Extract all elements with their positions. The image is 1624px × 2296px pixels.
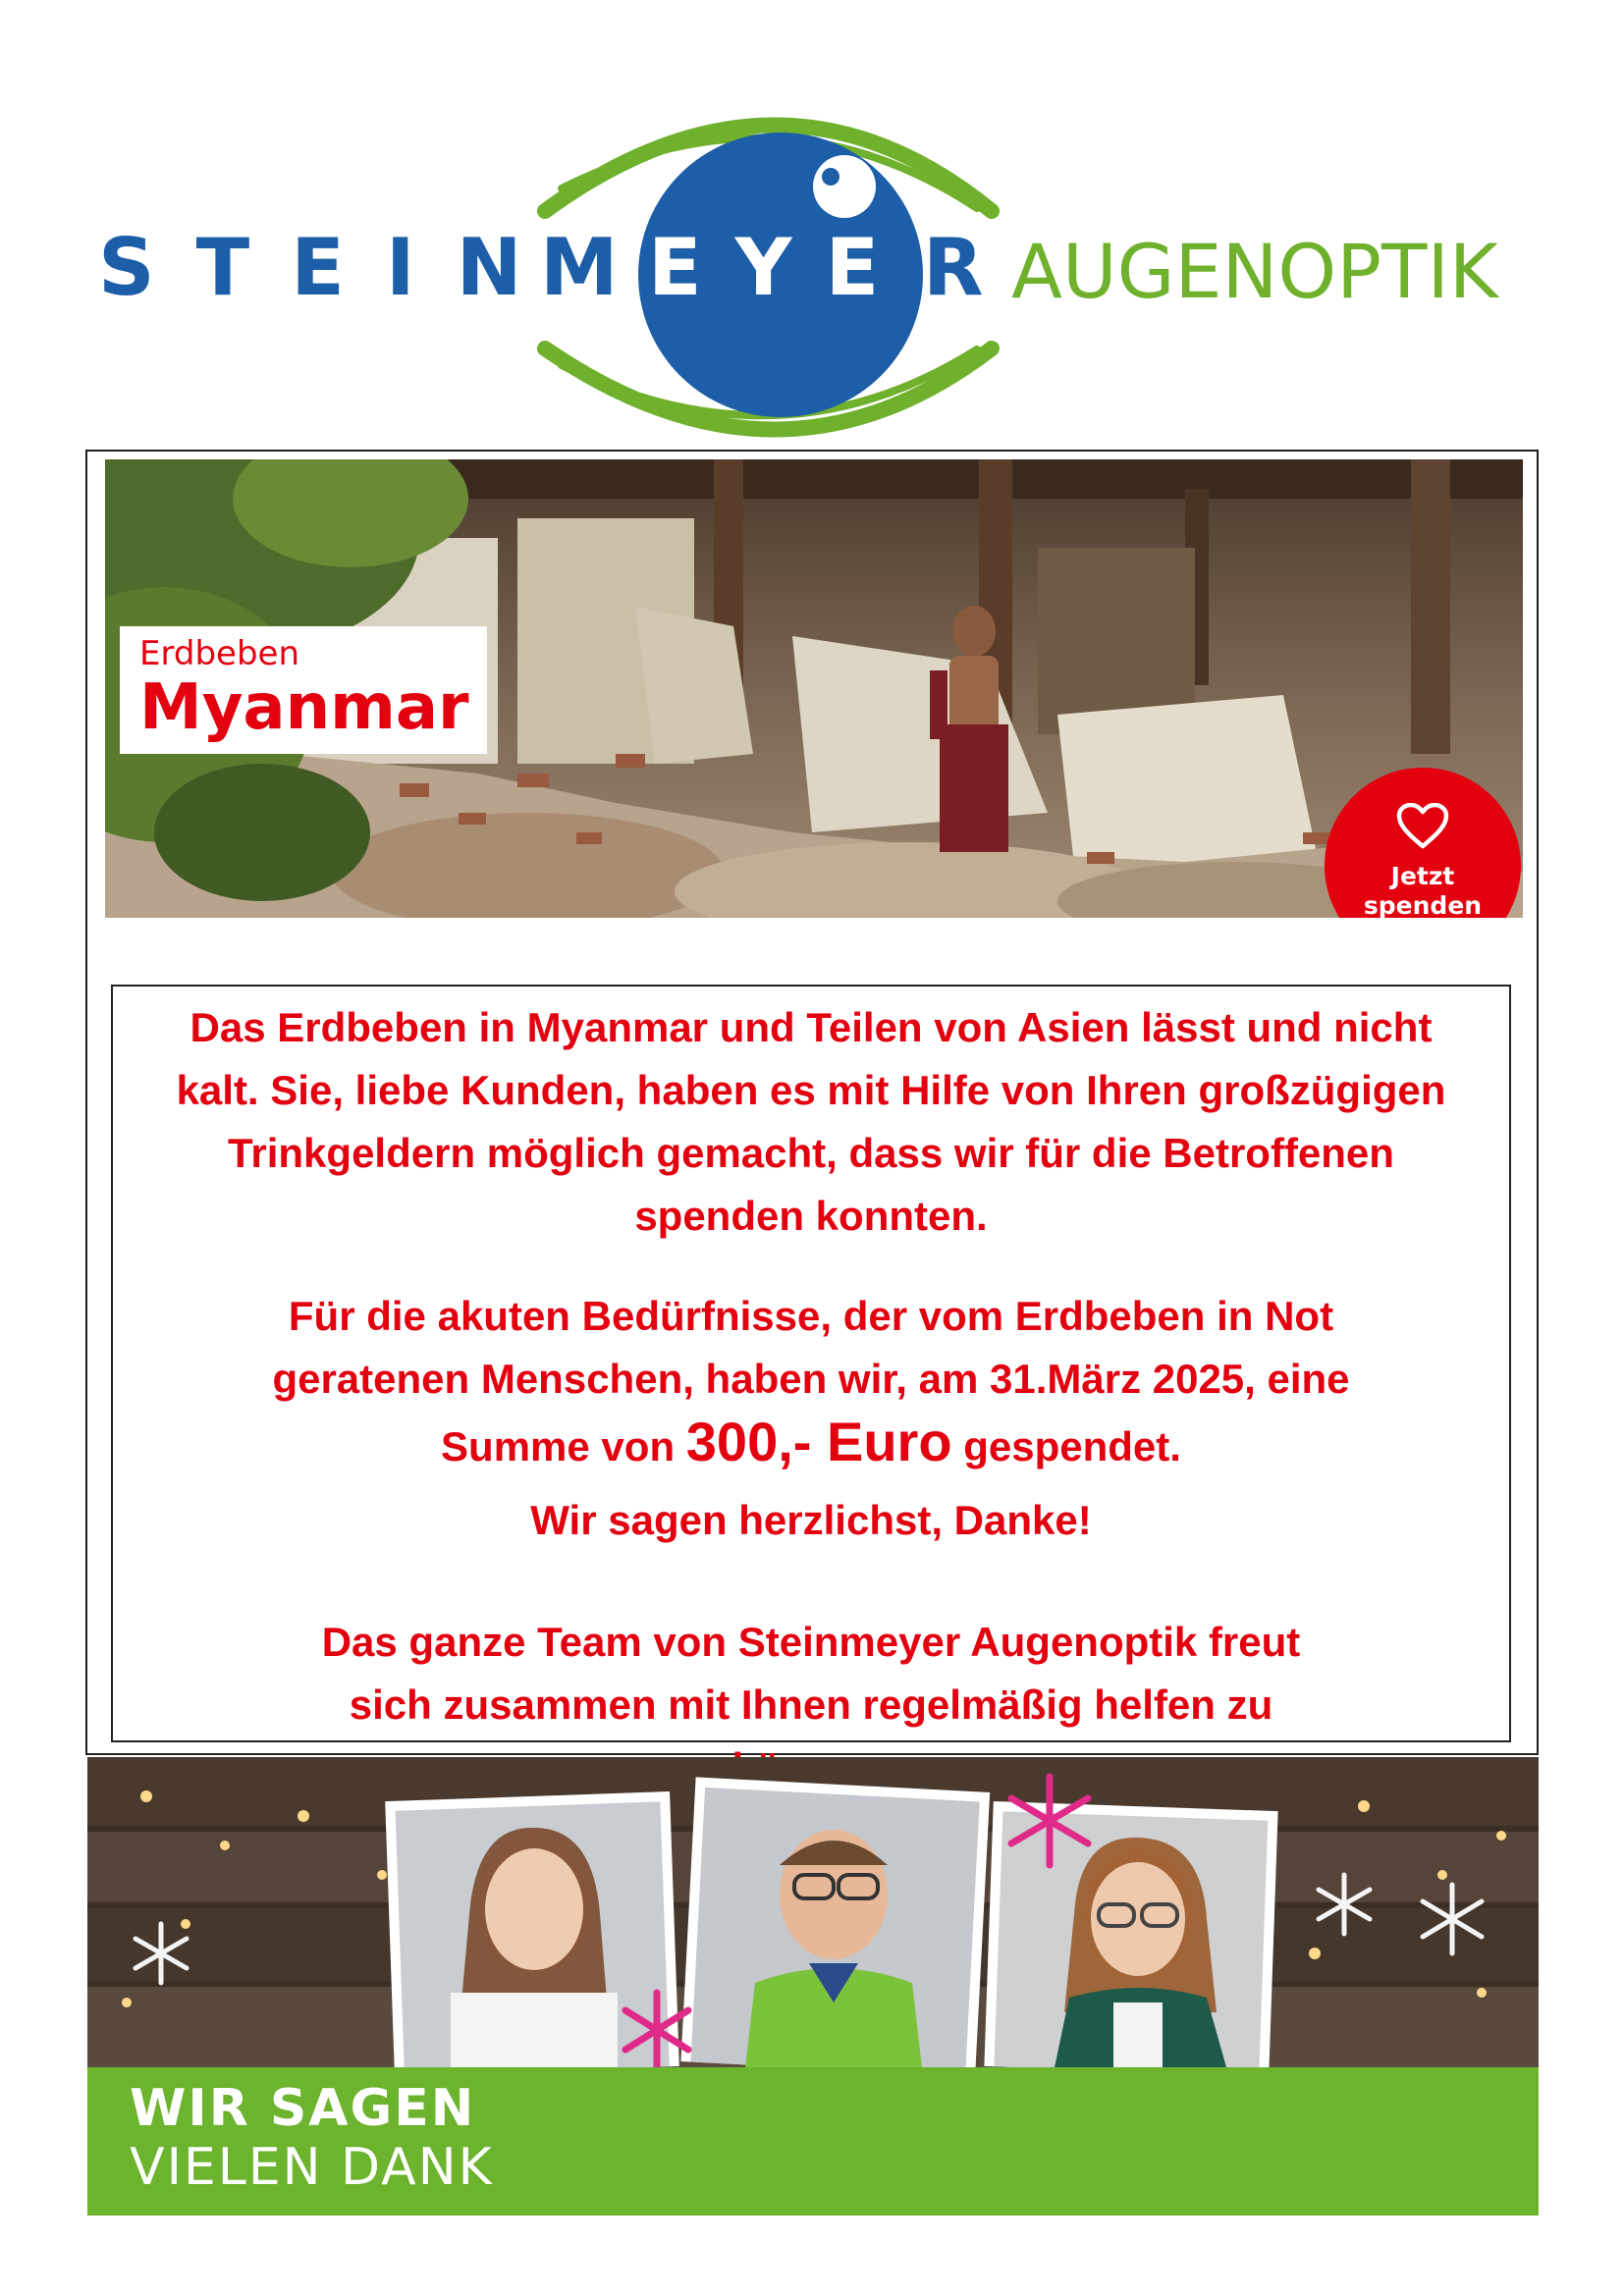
banner-kicker: Erdbeben [139,634,299,673]
brand-name-part1: STEIN [98,222,564,313]
banner-title: Myanmar [139,671,469,744]
brand-name-part2: M [540,222,619,313]
team-photo [87,1757,1539,2067]
heart-icon [1396,803,1449,850]
message-paragraph-2-start: Für die akuten Bedürfnisse, der vom Erdbeben in Not geratenen Menschen, haben wir, am 31.März 2025, eine Summe von [272,1293,1350,1469]
brand-suffix: AUGENOPTIK [1011,228,1498,315]
message-paragraph-1: Das Erdbeben in Myanmar und Teilen von Asien lässt und nicht kalt. Sie, liebe Kunden, haben es mit Hilfe von Ihren großzügigen Trinkgeldern möglich gemacht, dass wir für die Betroffenen spenden konnten. [176,1004,1446,1239]
thanks-line-2: VIELEN DANK [130,2138,494,2197]
banner-label [120,626,487,754]
message-paragraph-2-end: gespendet. [951,1423,1181,1469]
team-banner [87,1757,1539,2216]
logo [0,0,1624,452]
brand-name-part4: R [923,222,984,313]
message-paragraph-4: Das ganze Team von Steinmeyer Augenoptik freut sich zusammen mit Ihnen regelmäßig helfen zu [321,1619,1301,1728]
brand-name-part3: EYE [648,222,913,313]
donate-label: Jetzt spenden [1363,862,1483,918]
donation-amount: 300,- Euro [685,1411,952,1472]
message-paragraph-2 [113,1285,1509,1478]
message-paragraph-3: Wir sagen herzlichst, Danke! [530,1497,1092,1543]
message-box [111,985,1511,1742]
thanks-bar [87,2067,1539,2216]
earthquake-banner [105,459,1523,918]
thanks-line-1: WIR SAGEN [130,2079,476,2138]
